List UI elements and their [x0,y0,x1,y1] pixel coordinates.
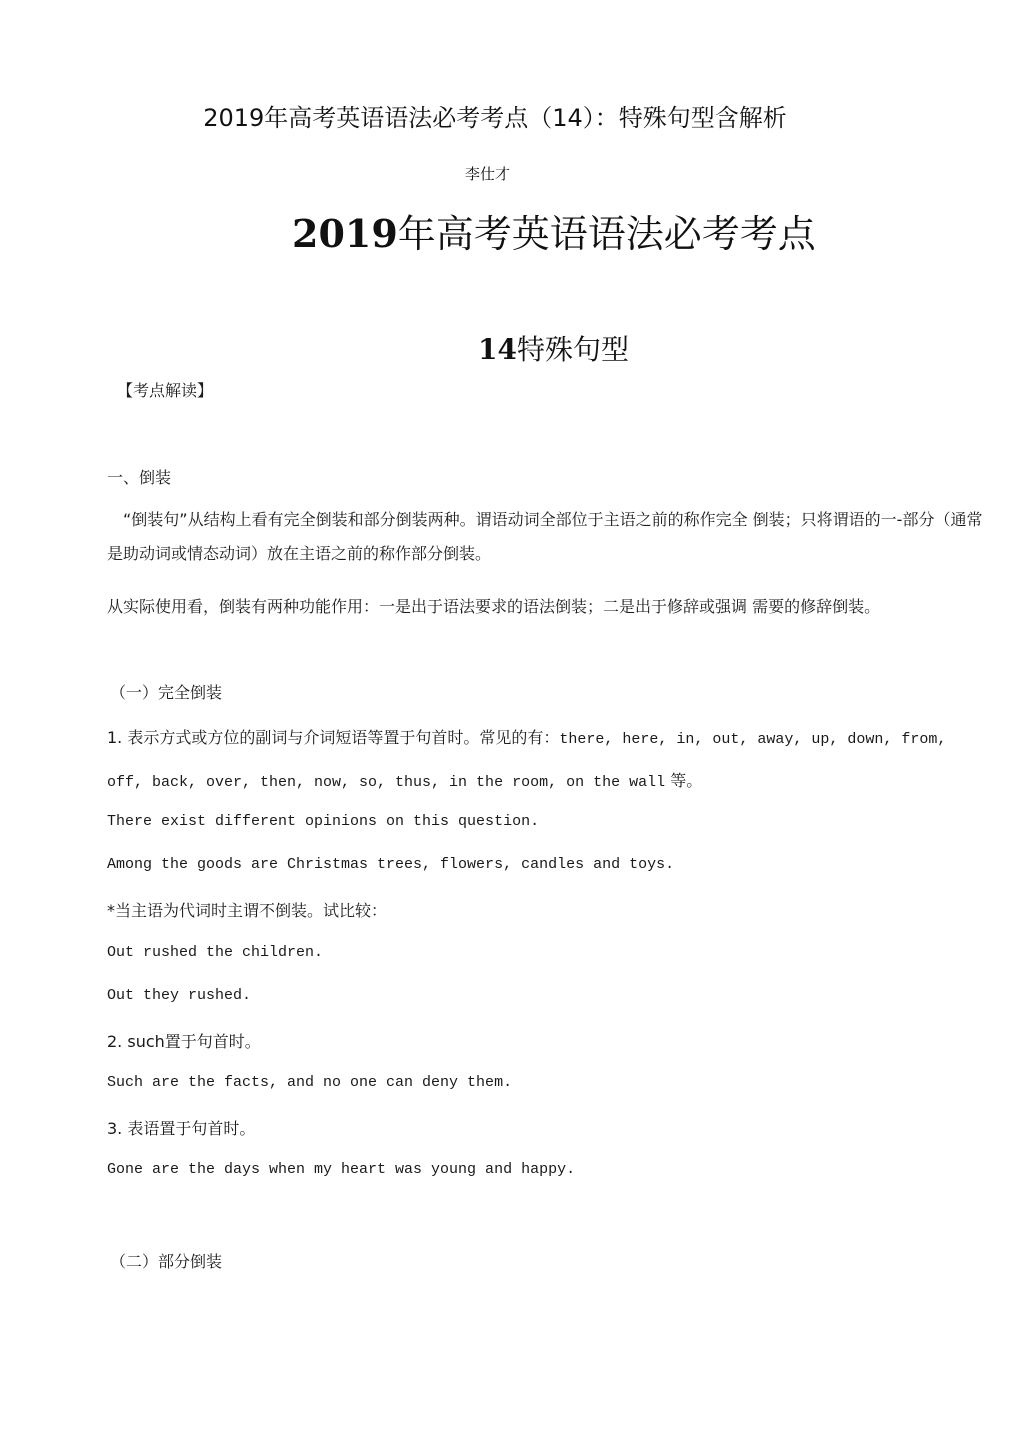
rule-2: 2. such置于句首时。 [107,1032,261,1051]
rule-3: 3. 表语置于句首时。 [107,1119,256,1138]
section1-title: 一、倒装 [107,468,172,487]
main-heading-year: 2019 [292,211,398,256]
example-2: Among the goods are Christmas trees, flowers, candles and toys. [107,856,675,873]
rule1-line1-cn: 1. 表示方式或方位的副词与介词短语等置于句首时。常见的有： [107,728,560,747]
main-heading-text: 年高考英语语法必考考点 [397,212,816,256]
rule1-line1 [107,725,946,748]
example-6: Gone are the days when my heart was young and happy. [107,1161,576,1178]
intro-paragraph-2: 从实际使用看，倒装有两种功能作用：一是出于语法要求的语法倒装；二是出于修辞或强调 需要的修辞倒装。 [107,597,881,616]
rule1-line2-en: off, back, over, then, now, so, thus, in the room, on the wall [107,774,666,791]
rule1-line2-cn: 等。 [670,771,703,790]
intro-paragraph-1: “倒装句”从结构上看有完全倒装和部分倒装两种。谓语动词全部位于主语之前的称作完全 倒装；只将谓语的一-部分（通常是助动词或情态动词）放在主语之前的称作部分倒装。 [107,510,983,563]
main-heading [292,203,816,258]
rule1-line2 [107,768,702,791]
section-label: 【考点解读】 [117,381,214,400]
example-4: Out they rushed. [107,987,252,1004]
example-5: Such are the facts, and no one can deny them. [107,1074,513,1091]
sub-heading [478,328,629,368]
document-title: 2019年高考英语语法必考考点（14）：特殊句型含解析 [203,104,787,132]
sub-heading-number: 14 [478,333,517,366]
author-name: 李仕才 [464,165,510,183]
example-3: Out rushed the children. [107,944,324,961]
example-1: There exist different opinions on this question. [107,813,540,830]
note-1: *当主语为代词时主谓不倒装。试比较： [107,901,388,920]
subsection1-title: （一）完全倒装 [110,683,223,702]
subsection2-title: （二）部分倒装 [110,1252,223,1271]
rule1-line1-en: there, here, in, out, away, up, down, from, [559,731,947,748]
sub-heading-text: 特殊句型 [516,333,629,366]
